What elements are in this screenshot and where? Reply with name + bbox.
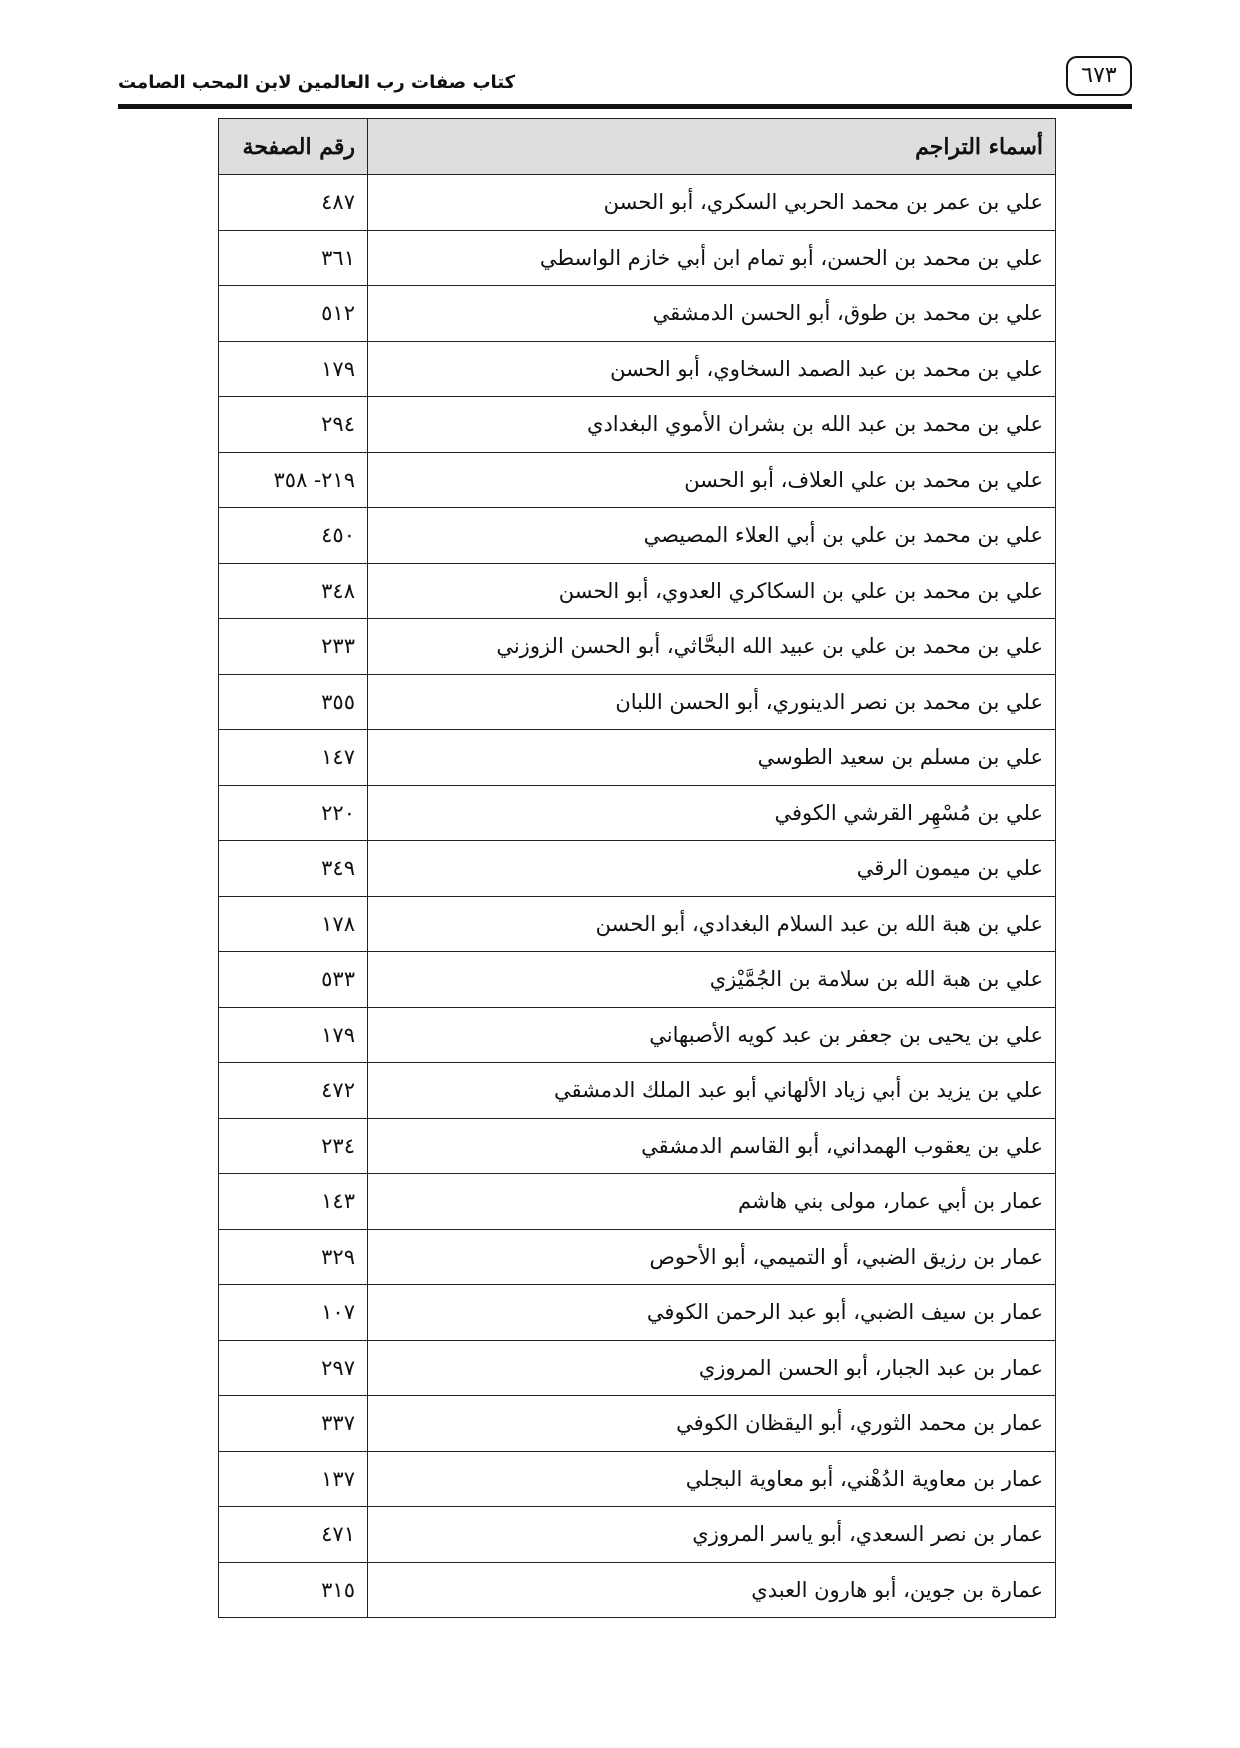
page-reference: ٢٢٠ (219, 785, 368, 841)
biography-name: عمار بن نصر السعدي، أبو ياسر المروزي (368, 1507, 1056, 1563)
table-row (219, 785, 1056, 841)
biography-name: علي بن يزيد بن أبي زياد الألهاني أبو عبد الملك الدمشقي (368, 1063, 1056, 1119)
page-reference: ٢٩٤ (219, 397, 368, 453)
biography-name: علي بن محمد بن الحسن، أبو تمام ابن أبي خازم الواسطي (368, 230, 1056, 286)
biographies-index (218, 118, 1055, 1618)
table-row (219, 952, 1056, 1008)
biography-name: علي بن مسلم بن سعيد الطوسي (368, 730, 1056, 786)
page-reference: ٥١٢ (219, 286, 368, 342)
biography-name: عمار بن محمد الثوري، أبو اليقظان الكوفي (368, 1396, 1056, 1452)
biography-name: علي بن يحيى بن جعفر بن عبد كويه الأصبهاني (368, 1007, 1056, 1063)
biography-name: علي بن محمد بن علي العلاف، أبو الحسن (368, 452, 1056, 508)
table-row (219, 1340, 1056, 1396)
page-reference: ٥٣٣ (219, 952, 368, 1008)
page-reference: ٣٥٥ (219, 674, 368, 730)
table-row (219, 1285, 1056, 1341)
index-table (218, 118, 1056, 1618)
table-row (219, 1174, 1056, 1230)
table-row (219, 452, 1056, 508)
biography-name: عمار بن أبي عمار، مولى بني هاشم (368, 1174, 1056, 1230)
biography-name: عمارة بن جوين، أبو هارون العبدي (368, 1562, 1056, 1618)
biography-name: علي بن ميمون الرقي (368, 841, 1056, 897)
page-reference: ٢٣٣ (219, 619, 368, 675)
table-row (219, 1507, 1056, 1563)
table-row (219, 1118, 1056, 1174)
page-reference: ٣٤٩ (219, 841, 368, 897)
biography-name: علي بن محمد بن علي بن السكاكري العدوي، أبو الحسن (368, 563, 1056, 619)
page-header (118, 56, 1132, 112)
biography-name: علي بن هبة الله بن سلامة بن الجُمَّيْزي (368, 952, 1056, 1008)
biography-name: علي بن هبة الله بن عبد السلام البغدادي، أبو الحسن (368, 896, 1056, 952)
table-row (219, 175, 1056, 231)
table-row (219, 730, 1056, 786)
table-row (219, 341, 1056, 397)
table-row (219, 230, 1056, 286)
table-row (219, 1396, 1056, 1452)
page-number: ٦٧٣ (1066, 56, 1132, 96)
page-reference: ٣١٥ (219, 1562, 368, 1618)
page-column-header: رقم الصفحة (219, 119, 368, 175)
table-row (219, 619, 1056, 675)
page-reference: ١٧٩ (219, 1007, 368, 1063)
page-reference: ٣٣٧ (219, 1396, 368, 1452)
table-row (219, 397, 1056, 453)
biography-name: علي بن محمد بن عبد الصمد السخاوي، أبو الحسن (368, 341, 1056, 397)
biography-name: علي بن مُسْهِر القرشي الكوفي (368, 785, 1056, 841)
page-reference: ٤٧٢ (219, 1063, 368, 1119)
biography-name: علي بن محمد بن نصر الدينوري، أبو الحسن اللبان (368, 674, 1056, 730)
page-reference: ٢٩٧ (219, 1340, 368, 1396)
page-reference: ١٧٩ (219, 341, 368, 397)
page-reference: ١٧٨ (219, 896, 368, 952)
header-divider (118, 104, 1132, 109)
page-reference: ٤٨٧ (219, 175, 368, 231)
biography-name: علي بن محمد بن عبد الله بن بشران الأموي البغدادي (368, 397, 1056, 453)
page-reference: ٢٣٤ (219, 1118, 368, 1174)
page-reference: ٣٢٩ (219, 1229, 368, 1285)
table-row (219, 896, 1056, 952)
names-column-header: أسماء التراجم (368, 119, 1056, 175)
biography-name: علي بن يعقوب الهمداني، أبو القاسم الدمشقي (368, 1118, 1056, 1174)
biography-name: علي بن محمد بن علي بن عبيد الله البحَّاثي، أبو الحسن الزوزني (368, 619, 1056, 675)
table-row (219, 563, 1056, 619)
book-title: كتاب صفات رب العالمين لابن المحب الصامت (118, 72, 516, 93)
table-row (219, 674, 1056, 730)
page-reference: ٤٧١ (219, 1507, 368, 1563)
page-reference: ٣٤٨ (219, 563, 368, 619)
biography-name: علي بن عمر بن محمد الحربي السكري، أبو الحسن (368, 175, 1056, 231)
biography-name: عمار بن عبد الجبار، أبو الحسن المروزي (368, 1340, 1056, 1396)
biography-name: علي بن محمد بن علي بن أبي العلاء المصيصي (368, 508, 1056, 564)
page-reference: ١٣٧ (219, 1451, 368, 1507)
page-reference: ٣٦١ (219, 230, 368, 286)
table-header-row (219, 119, 1056, 175)
table-row (219, 1063, 1056, 1119)
page-reference: ٤٥٠ (219, 508, 368, 564)
table-row (219, 1451, 1056, 1507)
table-row (219, 1562, 1056, 1618)
table-row (219, 286, 1056, 342)
biography-name: عمار بن رزيق الضبي، أو التميمي، أبو الأحوص (368, 1229, 1056, 1285)
table-row (219, 508, 1056, 564)
page-reference: ١٠٧ (219, 1285, 368, 1341)
table-row (219, 1007, 1056, 1063)
page-reference: ١٤٣ (219, 1174, 368, 1230)
table-row (219, 841, 1056, 897)
biography-name: علي بن محمد بن طوق، أبو الحسن الدمشقي (368, 286, 1056, 342)
page-reference: ٢١٩- ٣٥٨ (219, 452, 368, 508)
biography-name: عمار بن سيف الضبي، أبو عبد الرحمن الكوفي (368, 1285, 1056, 1341)
biography-name: عمار بن معاوية الدُهْني، أبو معاوية البجلي (368, 1451, 1056, 1507)
page-reference: ١٤٧ (219, 730, 368, 786)
table-row (219, 1229, 1056, 1285)
